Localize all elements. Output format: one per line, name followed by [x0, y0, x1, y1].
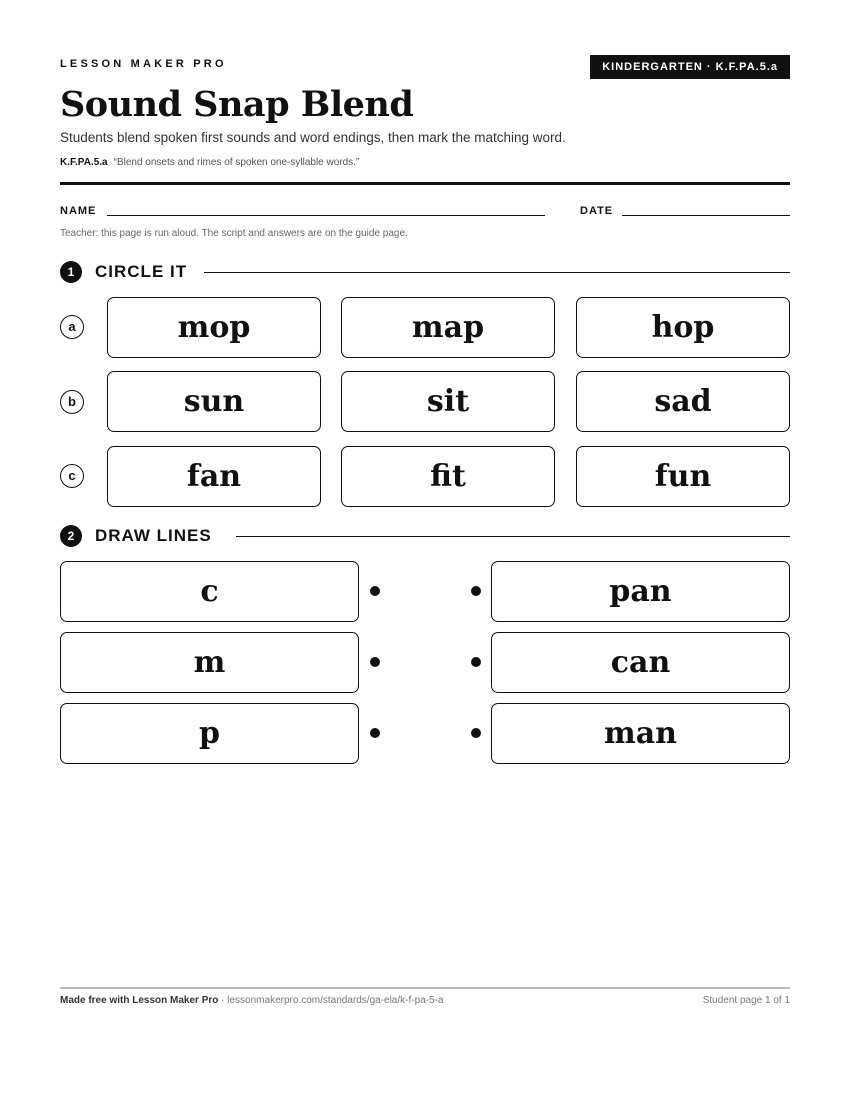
row-letter-c: c	[60, 464, 84, 488]
word-choice[interactable]: sit	[341, 371, 555, 432]
word-choice[interactable]: hop	[576, 297, 790, 358]
row-letter-a: a	[60, 315, 84, 339]
onset-card[interactable]: p	[60, 703, 359, 764]
footer-credit	[60, 995, 443, 1006]
section-rule	[204, 272, 790, 273]
footer-page-number: Student page 1 of 1	[702, 995, 790, 1006]
word-card[interactable]: can	[491, 632, 790, 693]
match-dot-right[interactable]	[471, 586, 481, 596]
word-choice[interactable]: sad	[576, 371, 790, 432]
onset-card[interactable]: m	[60, 632, 359, 693]
date-field[interactable]	[622, 215, 790, 216]
section-rule	[236, 536, 790, 537]
onset-card[interactable]: c	[60, 561, 359, 622]
row-letter-b: b	[60, 390, 84, 414]
word-choice[interactable]: fan	[107, 446, 321, 507]
match-dot-left[interactable]	[370, 728, 380, 738]
header-divider	[60, 182, 790, 185]
teacher-note: Teacher: this page is run aloud. The script and answers are on the guide page.	[60, 228, 408, 239]
grade-badge: KINDERGARTEN · K.F.PA.5.a	[590, 55, 790, 79]
footer-url[interactable]: · lessonmakerpro.com/standards/ga-ela/k-f-pa-5-a	[218, 995, 444, 1006]
section-draw-lines-header	[60, 524, 790, 548]
match-dot-right[interactable]	[471, 657, 481, 667]
page-title: Sound Snap Blend	[60, 84, 414, 125]
page-subtitle: Students blend spoken first sounds and word endings, then mark the matching word.	[60, 130, 566, 145]
name-field[interactable]	[107, 215, 545, 216]
word-choice[interactable]: fit	[341, 446, 555, 507]
section-number-badge: 2	[60, 525, 82, 547]
section-title: CIRCLE IT	[95, 261, 199, 283]
word-choice[interactable]: sun	[107, 371, 321, 432]
match-dot-left[interactable]	[370, 586, 380, 596]
date-label: DATE	[580, 205, 614, 217]
word-card[interactable]: pan	[491, 561, 790, 622]
word-card[interactable]: man	[491, 703, 790, 764]
footer-divider	[60, 987, 790, 989]
match-dot-left[interactable]	[370, 657, 380, 667]
brand-name: LESSON MAKER PRO	[60, 58, 227, 70]
section-number-badge: 1	[60, 261, 82, 283]
word-choice[interactable]: fun	[576, 446, 790, 507]
word-choice[interactable]: map	[341, 297, 555, 358]
footer-made-with: Made free with Lesson Maker Pro	[60, 995, 219, 1006]
standard-code: K.F.PA.5.a	[60, 157, 108, 168]
match-dot-right[interactable]	[471, 728, 481, 738]
word-choice[interactable]: mop	[107, 297, 321, 358]
standard-line	[60, 157, 359, 168]
section-circle-it-header	[60, 260, 790, 284]
worksheet-page	[60, 0, 790, 1100]
section-title: DRAW LINES	[95, 525, 224, 547]
standard-text: “Blend onsets and rimes of spoken one-syllable words.”	[113, 157, 360, 168]
name-label: NAME	[60, 205, 97, 217]
